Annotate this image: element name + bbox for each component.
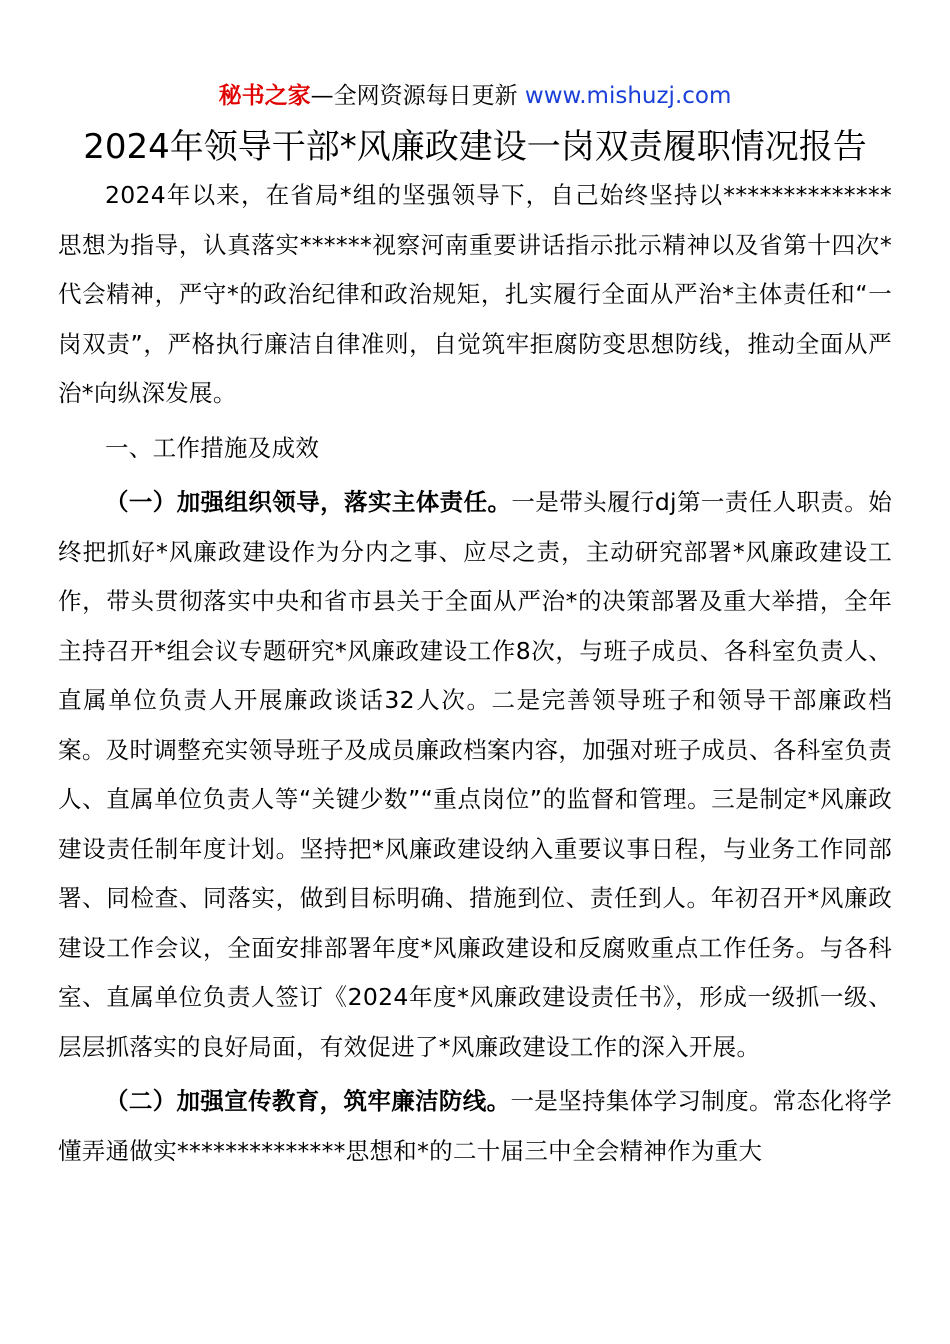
intro-paragraph: 2024年以来，在省局*组的坚强领导下，自己始终坚持以**************思想为指导，认真落实******视察河南重要讲话指示批示精神以及省第十四次*代会精神，严守*的政治纪律和政治规矩，扎实履行全面从严治*主体责任和“一岗双责”，严格执行廉洁自律准则，自觉筑牢拒腐防变思想防线，推动全面从严治*向纵深发展。: [58, 181, 892, 407]
watermark-tagline: —全网资源每日更新: [310, 83, 525, 109]
document-title: 2024年领导干部*风廉政建设一岗双责履职情况报告: [83, 127, 867, 167]
document-body: [58, 171, 892, 1176]
paragraph-body: 一是带头履行dj第一责任人职责。始终把抓好*风廉政建设作为分内之事、应尽之责，主动研究部署*风廉政建设工作，带头贯彻落实中央和省市县关于全面从严治*的决策部署及重大举措，全年主持召开*组会议专题研究*风廉政建设工作8次，与班子成员、各科室负责人、直属单位负责人开展廉政谈话32人次。二是完善领导班子和领导干部廉政档案。及时调整充实领导班子及成员廉政档案内容，加强对班子成员、各科室负责人、直属单位负责人等“关键少数”“重点岗位”的监督和管理。三是制定*风廉政建设责任制年度计划。坚持把*风廉政建设纳入重要议事日程，与业务工作同部署、同检查、同落实，做到目标明确、措施到位、责任到人。年初召开*风廉政建设工作会议，全面安排部署年度*风廉政建设和反腐败重点工作任务。与各科室、直属单位负责人签订《2024年度*风廉政建设责任书》，形成一级抓一级、层层抓落实的良好局面，有效促进了*风廉政建设工作的深入开展。: [58, 488, 893, 1061]
watermark-brand: 秘书之家: [218, 83, 311, 109]
paragraph-lead: （一）加强组织领导，落实主体责任。: [105, 488, 512, 516]
paragraph-body: 一是坚持集体学习制度。常态化将学懂弄通做实**************思想和*的二十届三中全会精神作为重大: [58, 1087, 892, 1165]
paragraph-organization: [58, 478, 892, 1072]
watermark-header: [0, 80, 950, 112]
paragraph-lead: （二）加强宣传教育，筑牢廉洁防线。: [105, 1087, 511, 1115]
paragraph-education: [58, 1077, 892, 1176]
section-heading: 一、工作措施及成效: [105, 433, 320, 462]
watermark-url: www.mishuzj.com: [524, 83, 732, 109]
